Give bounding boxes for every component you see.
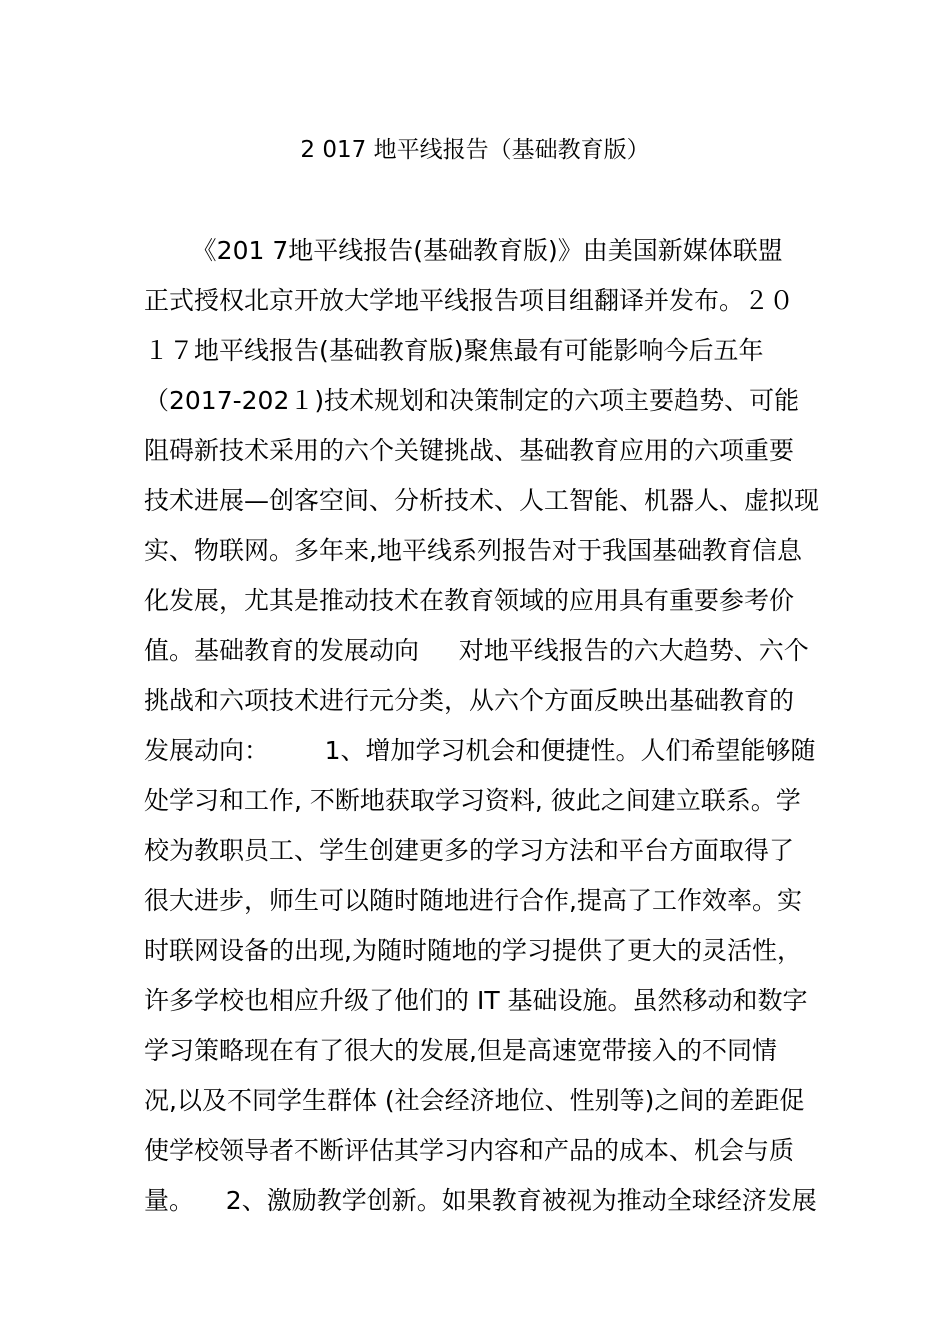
text-line: 时联网设备的出现,为随时随地的学习提供了更大的灵活性， [144, 936, 802, 965]
text-line: 况,以及不同学生群体 (社会经济地位、性别等)之间的差距促 [144, 1086, 805, 1115]
body-paragraph [144, 230, 824, 1230]
text-line: 正式授权北京开放大学地平线报告项目组翻译并发布。２０ [144, 286, 795, 315]
text-line: 值。基础教育的发展动向 对地平线报告的六大趋势、六个 [144, 636, 809, 665]
text-line: （2017-202１)技术规划和决策制定的六项主要趋势、可能 [144, 386, 800, 415]
text-line: 很大进步，师生可以随时随地进行合作,提高了工作效率。实 [144, 886, 802, 915]
text-line: 使学校领导者不断评估其学习内容和产品的成本、机会与质 [144, 1136, 795, 1165]
text-line: 《201 7地平线报告(基础教育版)》由美国新媒体联盟 [144, 236, 783, 265]
text-line: 处学习和工作, 不断地获取学习资料, 彼此之间建立联系。学 [144, 786, 801, 815]
text-line: 阻碍新技术采用的六个关键挑战、基础教育应用的六项重要 [144, 436, 795, 465]
text-line: 实、物联网。多年来,地平线系列报告对于我国基础教育信息 [144, 536, 802, 565]
text-line: 化发展，尤其是推动技术在教育领域的应用具有重要参考价 [144, 586, 795, 615]
text-line: 校为教职员工、学生创建更多的学习方法和平台方面取得了 [144, 836, 795, 865]
text-line: 挑战和六项技术进行元分类，从六个方面反映出基础教育的 [144, 686, 795, 715]
text-line: 量。 2、激励教学创新。如果教育被视为推动全球经济发展 [144, 1186, 817, 1215]
text-line: 许多学校也相应升级了他们的 IT 基础设施。虽然移动和数字 [144, 986, 808, 1015]
text-line: 学习策略现在有了很大的发展,但是高速宽带接入的不同情 [144, 1036, 777, 1065]
document-title: 2 017 地平线报告（基础教育版） [300, 137, 650, 163]
text-line: １７地平线报告(基础教育版)聚焦最有可能影响今后五年 [144, 336, 764, 365]
text-line: 技术进展—创客空间、分析技术、人工智能、机器人、虚拟现 [144, 486, 820, 515]
text-line: 发展动向： 1、增加学习机会和便捷性。人们希望能够随 [144, 736, 816, 765]
